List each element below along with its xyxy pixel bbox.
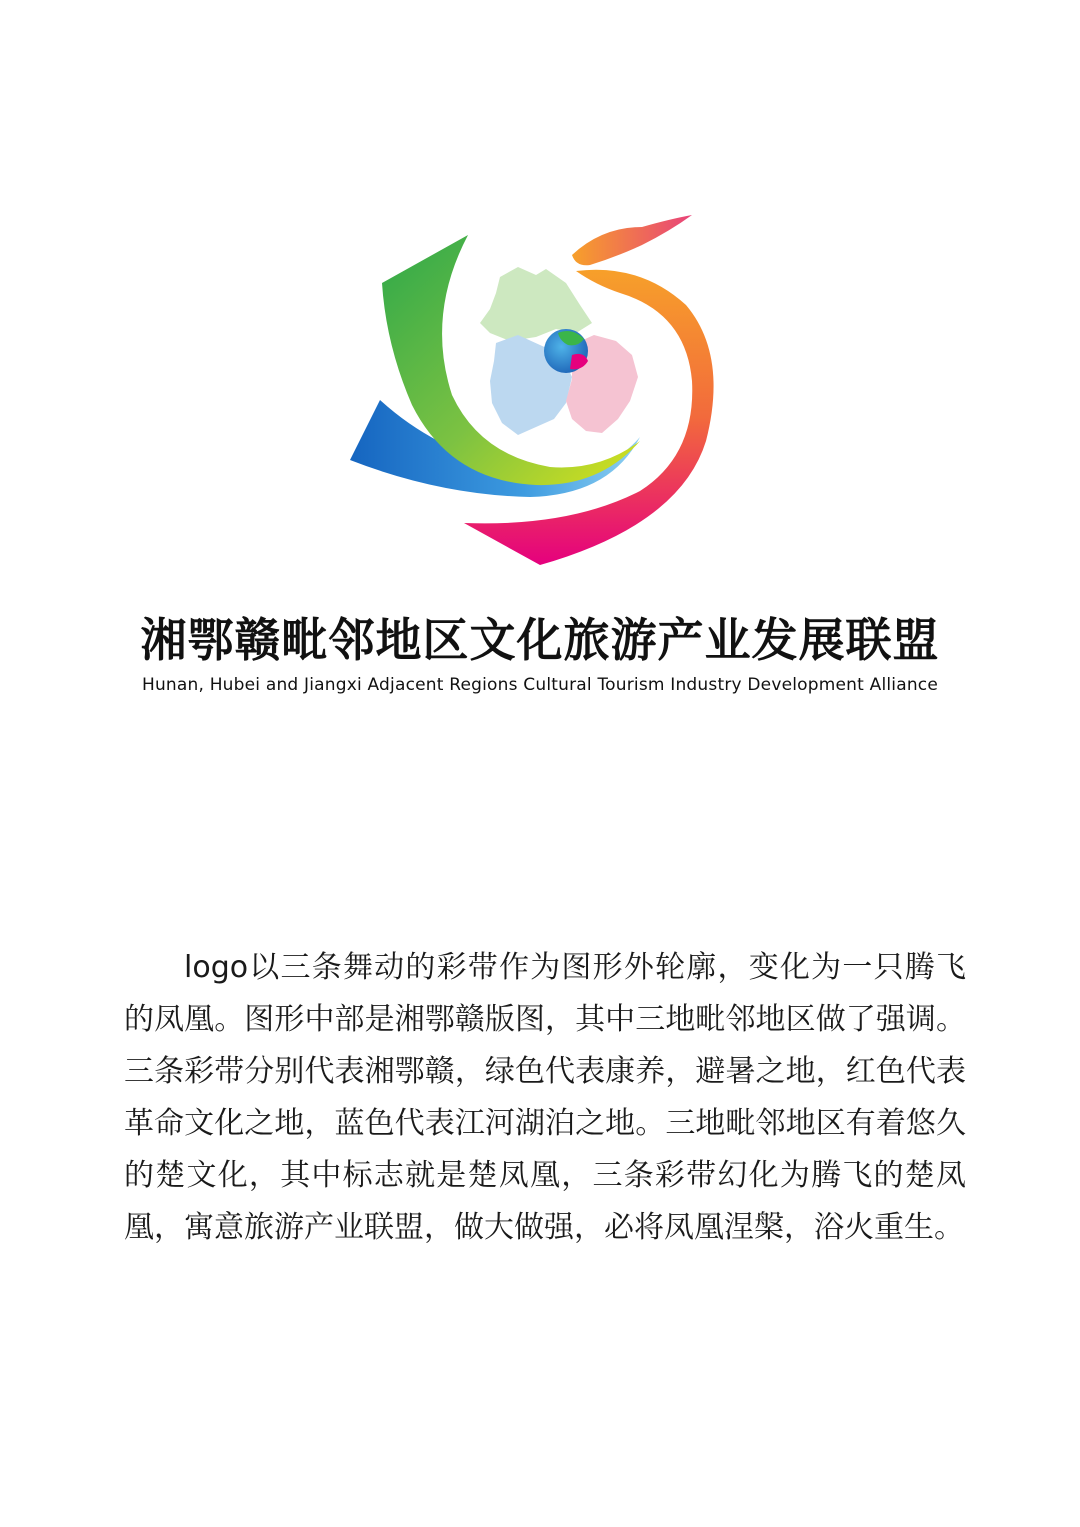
hubei-map-region [480, 267, 592, 341]
logo-description-paragraph: logo以三条舞动的彩带作为图形外轮廓，变化为一只腾飞的凤凰。图形中部是湘鄂赣版图，其中三地毗邻地区做了强调。三条彩带分别代表湘鄂赣，绿色代表康养，避暑之地，红色代表革命文化之地，蓝色代表江河湖泊之地。三地毗邻地区有着悠久的楚文化，其中标志就是楚凤凰，三条彩带幻化为腾飞的楚凤凰，寓意旅游产业联盟，做大做强，必将凤凰涅槃，浴火重生。 [124, 950, 966, 1245]
phoenix-ribbon-map-logo-icon [340, 205, 740, 575]
alliance-title-chinese: 湘鄂赣毗邻地区文化旅游产业发展联盟 [140, 613, 940, 667]
alliance-title-english: Hunan, Hubei and Jiangxi Adjacent Regions Cultural Tourism Industry Development Alliance [141, 675, 939, 695]
alliance-logo [340, 205, 740, 575]
phoenix-flame-tail [572, 215, 692, 265]
